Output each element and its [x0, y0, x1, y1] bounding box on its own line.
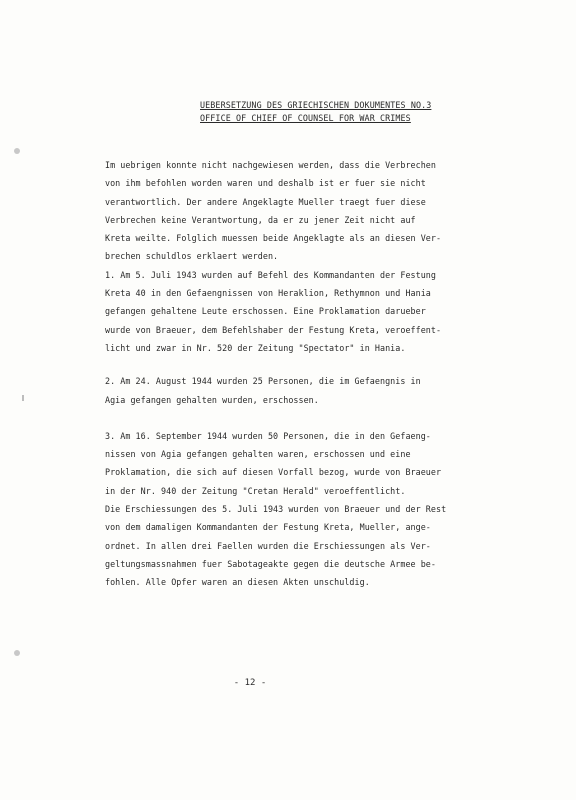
- text-line: nissen von Agia gefangen gehalten waren, erschossen und eine: [105, 449, 411, 460]
- paragraph-item-2: [105, 372, 485, 409]
- page-number: - 12 -: [233, 678, 267, 688]
- paragraph-item-1: [105, 266, 485, 357]
- text-line: fohlen. Alle Opfer waren an diesen Akten unschuldig.: [105, 577, 370, 588]
- text-line: Kreta weilte. Folglich muessen beide Angeklagte als an diesen Ver-: [105, 233, 442, 244]
- text-line: 3. Am 16. September 1944 wurden 50 Personen, die in den Gefaeng-: [105, 430, 431, 441]
- text-line: wurde von Braeuer, dem Befehlshaber der Festung Kreta, veroeffent-: [105, 324, 442, 335]
- text-line: licht und zwar in Nr. 520 der Zeitung "Spectator" in Hania.: [105, 342, 406, 353]
- document-body: [105, 156, 485, 592]
- text-line: Verbrechen keine Verantwortung, da er zu jener Zeit nicht auf: [105, 214, 416, 225]
- text-line: verantwortlich. Der andere Angeklagte Mueller traegt fuer diese: [105, 196, 426, 207]
- text-line: Kreta 40 in den Gefaengnissen von Heraklion, Rethymnon und Hania: [105, 288, 431, 299]
- text-line: von dem damaligen Kommandanten der Festung Kreta, Mueller, ange-: [105, 522, 431, 533]
- text-line: Proklamation, die sich auf diesen Vorfall bezog, wurde von Braeuer: [105, 467, 442, 478]
- text-line: geltungsmassnahmen fuer Sabotageakte gegen die deutsche Armee be-: [105, 558, 436, 569]
- text-line: ordnet. In allen drei Faellen wurden die Erschiessungen als Ver-: [105, 540, 431, 551]
- text-line: brechen schuldlos erklaert werden.: [105, 251, 279, 262]
- text-line: 2. Am 24. August 1944 wurden 25 Personen, die im Gefaengnis in: [105, 376, 421, 387]
- text-line: Die Erschiessungen des 5. Juli 1943 wurden von Braeuer und der Rest: [105, 504, 447, 515]
- punch-hole-mark: [14, 148, 20, 154]
- text-line: in der Nr. 940 der Zeitung "Cretan Herald" veroeffentlicht.: [105, 485, 406, 496]
- header-title: UEBERSETZUNG DES GRIECHISCHEN DOKUMENTES NO.3: [200, 100, 432, 110]
- text-line: von ihm befohlen worden waren und deshalb ist er fuer sie nicht: [105, 178, 426, 189]
- header-office: OFFICE OF CHIEF OF COUNSEL FOR WAR CRIMES: [200, 113, 411, 123]
- edge-mark: [22, 395, 24, 401]
- text-line: Agia gefangen gehalten wurden, erschossen.: [105, 394, 319, 405]
- punch-hole-mark: [14, 650, 20, 656]
- paragraph-item-3: [105, 427, 485, 592]
- document-header: [200, 99, 431, 125]
- text-line: 1. Am 5. Juli 1943 wurden auf Befehl des Kommandanten der Festung: [105, 269, 436, 280]
- text-line: Im uebrigen konnte nicht nachgewiesen werden, dass die Verbrechen: [105, 160, 436, 170]
- text-line: gefangen gehaltene Leute erschossen. Eine Proklamation darueber: [105, 306, 426, 317]
- paragraph-intro: [105, 156, 485, 266]
